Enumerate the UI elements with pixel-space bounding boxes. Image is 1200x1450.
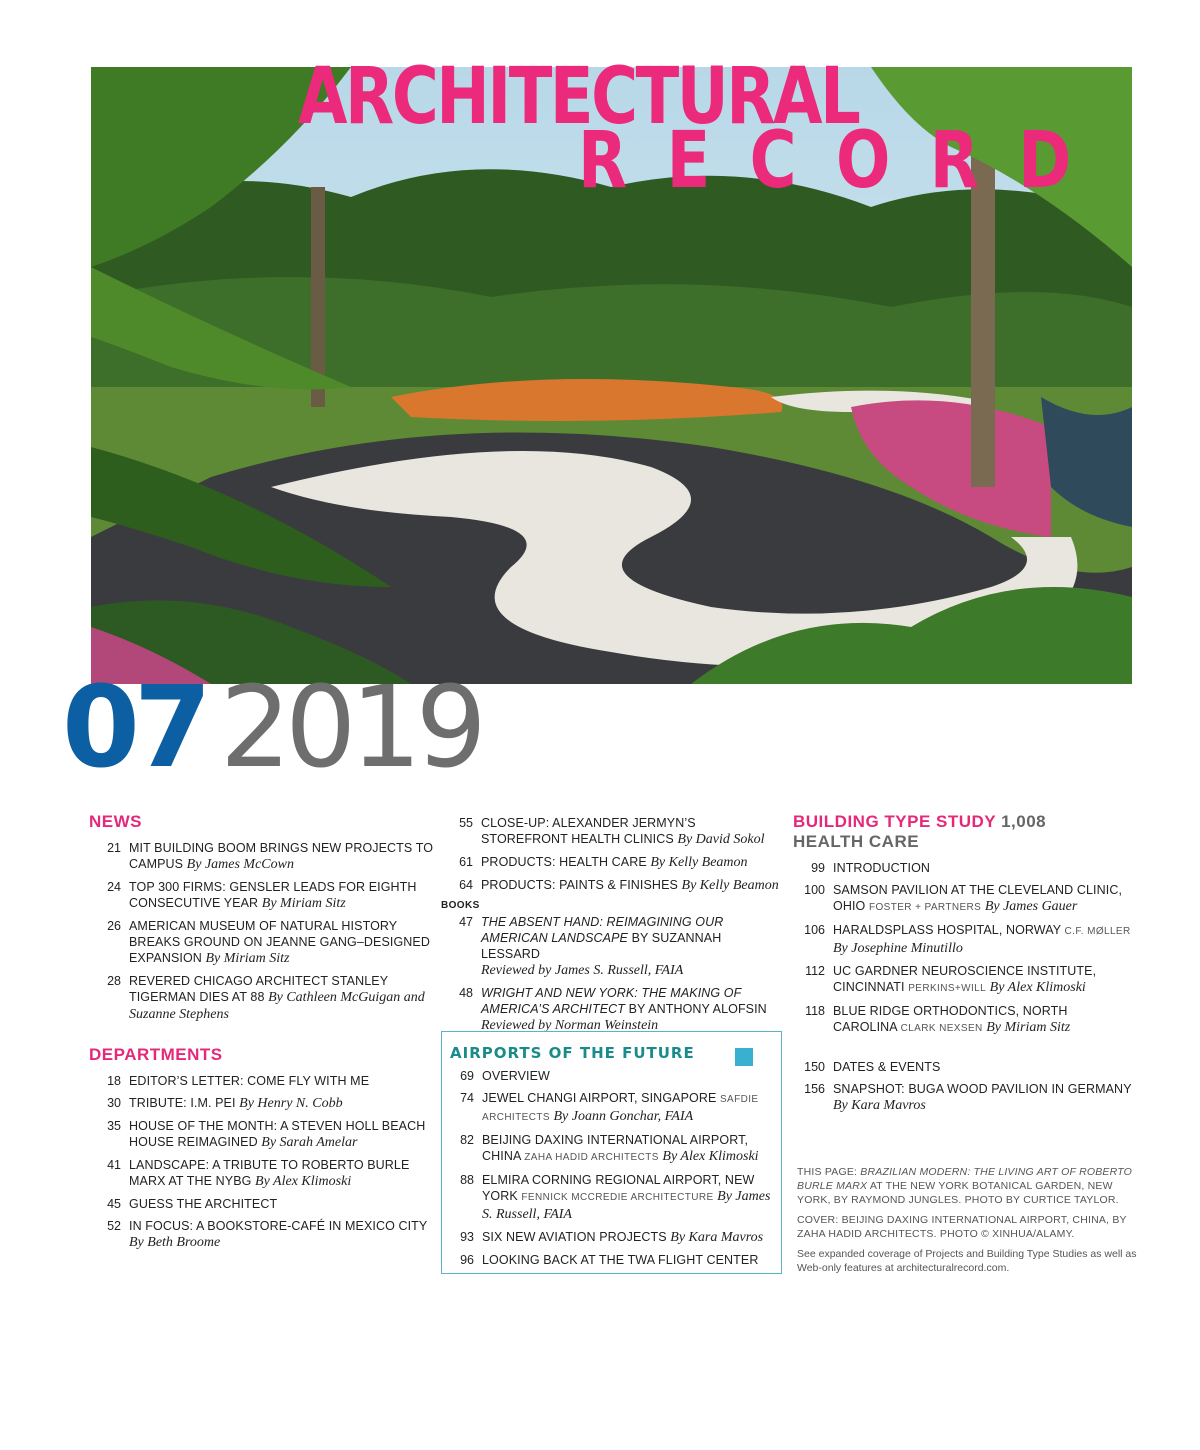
entry-text [129, 1095, 343, 1112]
page-number: 64 [459, 878, 473, 892]
toc-entry [793, 922, 1133, 957]
entry-text [481, 985, 781, 1034]
entry-title: BEIJING DAXING INTERNATIONAL AIRPORT, CHINA [482, 1133, 749, 1163]
departments-list [89, 1073, 434, 1251]
entry-text [129, 879, 434, 912]
reviewer: Reviewed by Norman Weinstein [481, 1018, 659, 1033]
page-number: 99 [811, 861, 825, 875]
page-number: 150 [804, 1060, 825, 1074]
toc-entry [442, 1090, 781, 1126]
toc-entry [442, 1252, 781, 1268]
bts-subheading: HEALTH CARE [793, 832, 920, 851]
firm-name: SAFDIE ARCHITECTS [482, 1094, 759, 1123]
toc-entry [793, 1059, 1133, 1075]
firm-name: ZAHA HADID ARCHITECTS [524, 1152, 659, 1163]
this-page-note [797, 1165, 1137, 1207]
bts-list [793, 860, 1133, 1037]
entry-title: LANDSCAPE: A TRIBUTE TO ROBERTO BURLE MARX AT THE NYBG [129, 1158, 410, 1188]
books-heading: BOOKS [441, 900, 480, 911]
page-number: 55 [459, 816, 473, 830]
issue-month: 07 [62, 663, 206, 793]
entry-text [129, 1218, 434, 1251]
entry-title: PRODUCTS: HEALTH CARE [481, 855, 647, 869]
page-number: 96 [460, 1253, 474, 1267]
entry-title: SAMSON PAVILION AT THE CLEVELAND CLINIC, OHIO [833, 883, 1123, 913]
page-number: 61 [459, 855, 473, 869]
page-number: 21 [107, 841, 121, 855]
entry-text [833, 1003, 1133, 1037]
toc-entry [89, 1157, 434, 1190]
page-number: 82 [460, 1133, 474, 1147]
entry-text [129, 1157, 434, 1190]
page-number: 156 [804, 1082, 825, 1096]
page-number: 69 [460, 1069, 474, 1083]
book-title: THE ABSENT HAND: REIMAGINING OUR AMERICAN LANDSCAPE [481, 915, 724, 945]
toc-entry [89, 1118, 434, 1151]
byline: By Alex Klimoski [989, 980, 1086, 995]
toc-entry [89, 1073, 434, 1089]
page-number: 118 [805, 1004, 825, 1018]
entry-text [481, 914, 781, 979]
cover-note: COVER: BEIJING DAXING INTERNATIONAL AIRPORT, CHINA, BY ZAHA HADID ARCHITECTS. PHOTO © XINHUA/ALAMY. [797, 1214, 1127, 1240]
byline: By Alex Klimoski [255, 1174, 352, 1189]
book-author: BY SUZANNAH LESSARD [481, 931, 722, 961]
toc-entry [793, 1081, 1133, 1114]
toc-entry [441, 914, 781, 979]
toc-entry [793, 860, 1133, 876]
column-left [89, 812, 434, 1257]
byline: By Henry N. Cobb [239, 1096, 343, 1111]
this-page-label: THIS PAGE: [797, 1166, 858, 1178]
page-number: 93 [460, 1230, 474, 1244]
entry-title: BLUE RIDGE ORTHODONTICS, NORTH CAROLINA [833, 1004, 1068, 1034]
airports-heading: AIRPORTS OF THE FUTURE [450, 1044, 695, 1062]
entry-title: CLOSE-UP: ALEXANDER JERMYN’S STOREFRONT HEALTH CLINICS [481, 816, 696, 846]
bts-heading-text: BUILDING TYPE STUDY [793, 812, 996, 831]
byline: By Joann Gonchar, FAIA [553, 1109, 694, 1124]
toc-entry [89, 879, 434, 912]
page-number: 35 [107, 1119, 121, 1133]
byline: By David Sokol [677, 832, 765, 847]
entry-text [482, 1229, 763, 1246]
toc-entry [442, 1172, 781, 1223]
airports-list [442, 1068, 781, 1268]
toc-entry [89, 973, 434, 1023]
byline: By Kelly Beamon [650, 855, 748, 870]
page-number: 48 [459, 986, 473, 1000]
page-number: 18 [107, 1074, 121, 1088]
news-heading: NEWS [89, 812, 142, 831]
airports-box [441, 1031, 782, 1274]
entry-title: UC GARDNER NEUROSCIENCE INSTITUTE, CINCINNATI [833, 964, 1097, 994]
page-number: 47 [459, 915, 473, 929]
issue-date [62, 663, 481, 793]
byline: By James Gauer [984, 899, 1078, 914]
bts-heading [793, 812, 1133, 832]
photo-credits [797, 1165, 1137, 1281]
masthead-record: RECORD [578, 116, 1111, 206]
toc-entry [442, 1068, 781, 1084]
byline: By Sarah Amelar [261, 1135, 358, 1150]
toc-entry [793, 1003, 1133, 1037]
book-author: BY ANTHONY ALOFSIN [628, 1002, 767, 1016]
issue-year: 2019 [219, 663, 481, 793]
entry-text [482, 1132, 781, 1166]
bts-extra-list [793, 1059, 1133, 1114]
entry-text [833, 1059, 940, 1075]
entry-title: REVERED CHICAGO ARCHITECT STANLEY TIGERMAN DIES AT 88 [129, 974, 388, 1004]
firm-name: CLARK NEXSEN [900, 1023, 983, 1034]
entry-text [482, 1172, 781, 1223]
byline: By James S. Russell, FAIA [482, 1189, 771, 1222]
entry-text [129, 1118, 434, 1151]
column-middle [441, 815, 781, 1040]
byline: By Kara Mavros [833, 1098, 926, 1113]
entry-title: PRODUCTS: PAINTS & FINISHES [481, 878, 678, 892]
byline: By Kelly Beamon [681, 878, 779, 893]
bts-count: 1,008 [1001, 812, 1047, 831]
page-number: 28 [107, 974, 121, 988]
news-list [89, 840, 434, 1023]
page-number: 52 [107, 1219, 121, 1233]
entry-text [482, 1252, 758, 1268]
book-title: WRIGHT AND NEW YORK: THE MAKING OF AMERICA’S ARCHITECT [481, 986, 742, 1016]
byline: By Miriam Sitz [986, 1020, 1071, 1035]
page-number: 45 [107, 1197, 121, 1211]
toc-entry [441, 985, 781, 1034]
entry-text [833, 882, 1133, 916]
entry-title: INTRODUCTION [833, 861, 931, 875]
entry-title: LOOKING BACK AT THE TWA FLIGHT CENTER [482, 1253, 759, 1267]
column-right [793, 812, 1133, 1120]
byline: By James McCown [186, 857, 294, 872]
firm-name: FOSTER + PARTNERS [868, 902, 982, 913]
airports-logo-icon [735, 1048, 753, 1066]
toc-entry [441, 854, 781, 871]
entry-text [833, 860, 930, 876]
entry-text [129, 1196, 277, 1212]
entry-title: MIT BUILDING BOOM BRINGS NEW PROJECTS TO CAMPUS [129, 841, 434, 871]
toc-entry [89, 1095, 434, 1112]
page-number: 26 [107, 919, 121, 933]
entry-text [129, 1073, 369, 1089]
entry-title: JEWEL CHANGI AIRPORT, SINGAPORE [482, 1091, 717, 1105]
toc-entry [442, 1229, 781, 1246]
byline: By Miriam Sitz [261, 896, 346, 911]
byline: By Cathleen McGuigan and Suzanne Stephens [129, 990, 425, 1022]
byline: By Miriam Sitz [205, 951, 290, 966]
toc-entry [89, 1196, 434, 1212]
toc-entry [793, 882, 1133, 916]
page-number: 88 [460, 1173, 474, 1187]
this-page-rest: AT THE NEW YORK BOTANICAL GARDEN, NEW YORK, BY RAYMOND JUNGLES. PHOTO BY CURTICE TAYLOR. [797, 1180, 1119, 1206]
toc-entry [89, 1218, 434, 1251]
firm-name: FENNICK MCCREDIE ARCHITECTURE [521, 1192, 714, 1203]
toc-entry [441, 815, 781, 848]
entry-text [129, 918, 434, 967]
page-number: 100 [804, 883, 825, 897]
entry-title: IN FOCUS: A BOOKSTORE-CAFÉ IN MEXICO CITY [129, 1219, 428, 1233]
entry-text [833, 1081, 1133, 1114]
departments-heading: DEPARTMENTS [89, 1045, 223, 1064]
byline: By Beth Broome [129, 1235, 221, 1250]
entry-title: EDITOR’S LETTER: COME FLY WITH ME [129, 1074, 370, 1088]
reviewer: Reviewed by James S. Russell, FAIA [481, 963, 684, 978]
page-number: 106 [804, 923, 825, 937]
entry-title: AMERICAN MUSEUM OF NATURAL HISTORY BREAKS GROUND ON JEANNE GANG–DESIGNED EXPANSION [129, 919, 430, 965]
entry-text [481, 854, 748, 871]
entry-title: TRIBUTE: I.M. PEI [129, 1096, 236, 1110]
byline: By Josephine Minutillo [833, 941, 963, 956]
toc-entry [793, 963, 1133, 997]
entry-title: GUESS THE ARCHITECT [129, 1197, 278, 1211]
toc-entry [89, 918, 434, 967]
entry-title: SIX NEW AVIATION PROJECTS [482, 1230, 667, 1244]
toc-entry [442, 1132, 781, 1166]
books-list [441, 914, 781, 1034]
entry-text [482, 1068, 550, 1084]
entry-text [481, 815, 781, 848]
byline: By Alex Klimoski [662, 1149, 759, 1164]
page-number: 74 [460, 1091, 474, 1105]
toc-entry [441, 877, 781, 894]
entry-title: OVERVIEW [482, 1069, 550, 1083]
entry-title: ELMIRA CORNING REGIONAL AIRPORT, NEW YORK [482, 1173, 755, 1203]
firm-name: PERKINS+WILL [908, 983, 987, 994]
page-number: 41 [107, 1158, 121, 1172]
entry-text [129, 840, 434, 873]
toc-entry [89, 840, 434, 873]
entry-text [833, 963, 1133, 997]
entry-text [481, 877, 779, 894]
this-page-title: BRAZILIAN MODERN: THE LIVING ART OF ROBERTO BURLE MARX [797, 1166, 1133, 1192]
byline: By Kara Mavros [670, 1230, 764, 1245]
entry-text [129, 973, 434, 1023]
entry-title: TOP 300 FIRMS: GENSLER LEADS FOR EIGHTH CONSECUTIVE YEAR [129, 880, 417, 910]
web-note: See expanded coverage of Projects and Building Type Studies as well as Web-only features at architecturalrecord.com. [797, 1248, 1137, 1274]
entry-text [482, 1090, 781, 1126]
entry-title: HARALDSPLASS HOSPITAL, NORWAY [833, 923, 1061, 937]
page-number: 24 [107, 880, 121, 894]
page-number: 30 [107, 1096, 121, 1110]
masthead-architectural: ARCHITECTURAL [298, 52, 859, 142]
entry-title: SNAPSHOT: BUGA WOOD PAVILION IN GERMANY [833, 1082, 1132, 1096]
entry-text [833, 922, 1133, 957]
features-list [441, 815, 781, 894]
entry-title: HOUSE OF THE MONTH: A STEVEN HOLL BEACH HOUSE REIMAGINED [129, 1119, 426, 1149]
page-number: 112 [805, 964, 825, 978]
entry-title: DATES & EVENTS [833, 1060, 941, 1074]
firm-name: C.F. MØLLER [1064, 926, 1131, 937]
